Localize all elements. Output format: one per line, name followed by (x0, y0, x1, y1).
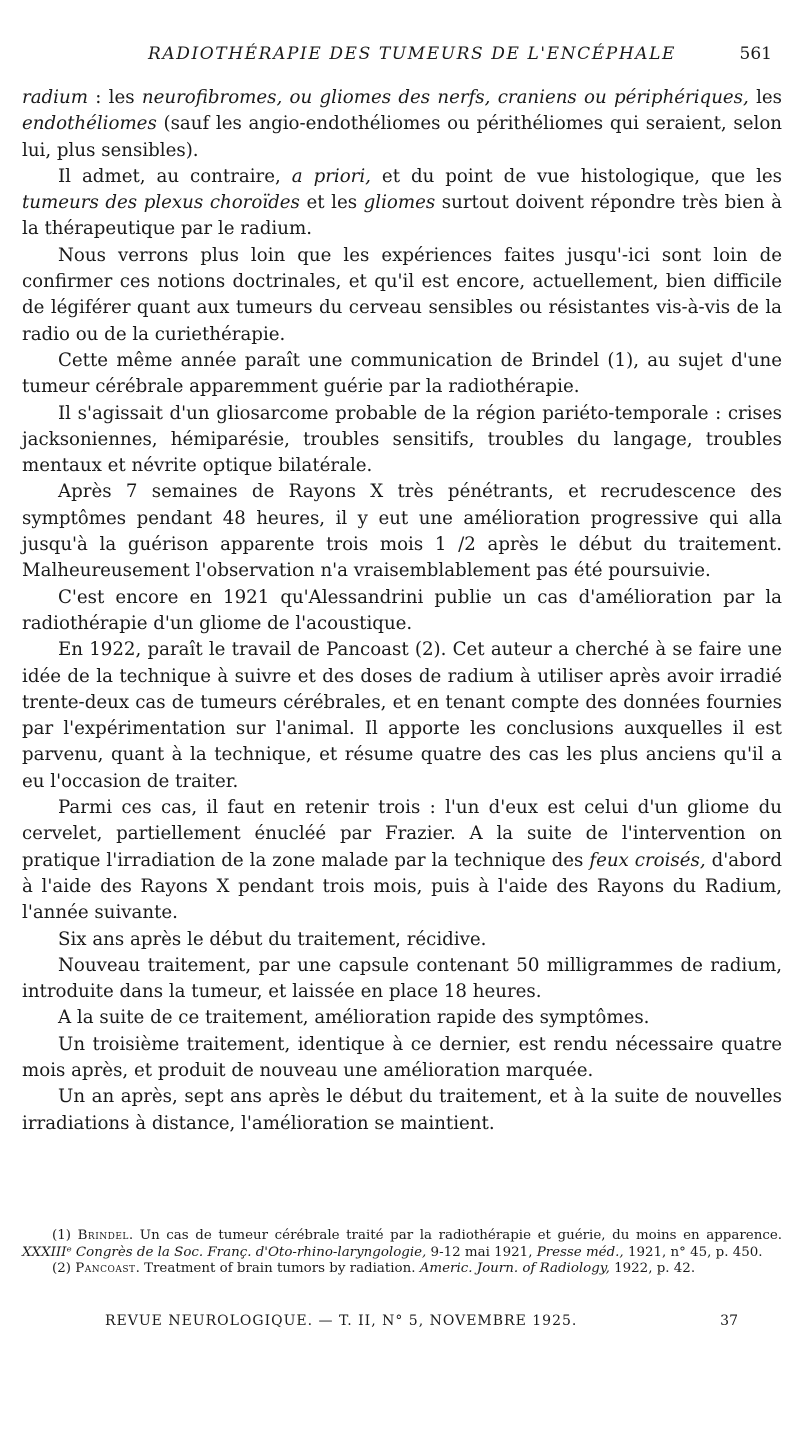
text-run: 1921, n° 45, p. 450. (623, 1244, 763, 1260)
italic-term: Americ. Journ. of Radiology, (419, 1261, 610, 1277)
text-run: d'abord à l'aide des Rayons X pendant trois mois, puis à l'aide des Rayons du Radium, l'année suivante. (22, 849, 782, 924)
paragraph-8: En 1922, paraît le travail de Pancoast (2). Cet auteur a cherché à se faire une idée de la technique à suivre et des doses de radium à utiliser après avoir irradié trente-deux cas de tumeurs cérébrales, et en tenant compte des données fournies par l'expérimentation sur l'animal. Il apporte les conclusions auxquelles il est parvenu, quant à la technique, et résume quatre des cas les plus anciens qu'il a eu l'occasion de traiter. (22, 639, 782, 792)
journal-line: REVUE NEUROLOGIQUE. — T. II, N° 5, NOVEMBRE 1925. (105, 1313, 578, 1329)
running-title: RADIOTHÉRAPIE DES TUMEURS DE L'ENCÉPHALE (147, 44, 677, 64)
italic-term: neurofibromes, ou gliomes des nerfs, craniens ou périphériques, (141, 87, 749, 108)
paragraph-1 (22, 85, 782, 164)
italic-term: radium (22, 87, 88, 108)
text-run: . Un cas de tumeur cérébrale traité par la radiothérapie et guérie, du moins en apparence. (128, 1228, 782, 1243)
italic-term: XXXIIIᵉ Congrès de la Soc. Franç. d'Oto-rhino-laryngologie, (22, 1244, 427, 1260)
paragraph-10: Six ans après le début du traitement, récidive. (58, 928, 487, 950)
text-run: (sauf les angio-endothéliomes ou périthéliomes qui seraient, selon lui, plus sensibles). (22, 113, 782, 161)
paragraph-12: A la suite de ce traitement, amélioration rapide des symptômes. (58, 1007, 650, 1029)
paragraph-9 (22, 795, 782, 926)
paragraph-4: Cette même année paraît une communication de Brindel (1), au sujet d'une tumeur cérébrale apparemment guérie par la radiothérapie. (22, 349, 782, 398)
page-footer (105, 1313, 738, 1337)
italic-term: tumeurs des plexus choroïdes (22, 192, 300, 214)
footnote-1 (22, 1228, 782, 1261)
text-run: Parmi ces cas, il faut en retenir trois : l'un d'eux est celui d'un gliome du cervelet, partiellement énucléé par Frazier. A la suite de l'intervention on pratique l'irradiation de la zone malade par la technique des (22, 797, 782, 871)
text-run: et les (299, 192, 364, 214)
paragraph-14: Un an après, sept ans après le début du traitement, et à la suite de nouvelles irradiations à distance, l'amélioration se maintient. (22, 1086, 782, 1134)
paragraph-3: Nous verrons plus loin que les expériences faites jusqu'-ici sont loin de confirmer ces notions doctrinales, et qu'il est encore, actuellement, bien difficile de légiférer quant aux tumeurs du cerveau sensibles ou résistantes vis-à-vis de la radio ou de la curiethérapie. (22, 244, 782, 345)
paragraph-11: Nouveau traitement, par une capsule contenant 50 milligrammes de radium, introduite dans la tumeur, et laissée en place 18 heures. (22, 954, 782, 1003)
text-run: . Treatment of brain tumors by radiation. (135, 1261, 420, 1277)
text-run: 1922, p. 42. (609, 1261, 696, 1277)
sheet-number: 37 (720, 1313, 738, 1329)
paragraph-7: C'est encore en 1921 qu'Alessandrini publie un cas d'amélioration par la radiothérapie d'un gliome de l'acoustique. (22, 586, 782, 634)
italic-term: feux croisés, (589, 849, 706, 871)
page-number: 561 (739, 44, 772, 64)
footnote-author: Pancoast (75, 1261, 136, 1277)
text-run: : les (87, 87, 142, 108)
footnotes (22, 1228, 782, 1278)
italic-term: Presse méd., (536, 1244, 624, 1260)
text-run: 9-12 mai 1921, (426, 1244, 537, 1260)
paragraph-6: Après 7 semaines de Rayons X très pénétrants, et recrudescence des symptômes pendant 48 heures, il y eut une amélioration progressive qui alla jusqu'à la guérison apparente trois mois 1 /2 après le début du traitement. Malheureusement l'observation n'a vraisemblablement pas été poursuivie. (22, 481, 782, 582)
text-run: Il admet, au contraire, (58, 165, 292, 187)
text-run: surtout doivent répondre très bien à la thérapeutique par le radium. (22, 192, 782, 240)
paragraph-5: Il s'agissait d'un gliosarcome probable de la région pariéto-temporale : crises jacksoniennes, hémiparésie, troubles sensitifs, troubles du langage, troubles mentaux et névrite optique bilatérale. (22, 402, 782, 477)
italic-term: gliomes (363, 192, 436, 214)
italic-term: a priori, (291, 165, 371, 187)
footnote-author: Brindel (77, 1228, 129, 1243)
footnote-marker: (2) (52, 1261, 76, 1277)
text-run: et du point de vue histologique, que les (370, 165, 782, 187)
paragraph-13: Un troisième traitement, identique à ce dernier, est rendu nécessaire quatre mois après, et produit de nouveau une amélioration marquée. (22, 1033, 782, 1081)
text-run: les (748, 87, 783, 108)
paragraph-2 (22, 164, 782, 243)
footnote-2 (22, 1261, 782, 1278)
italic-term: endothéliomes (22, 113, 157, 135)
footnote-marker: (1) (52, 1228, 78, 1243)
body-text (22, 85, 782, 1137)
